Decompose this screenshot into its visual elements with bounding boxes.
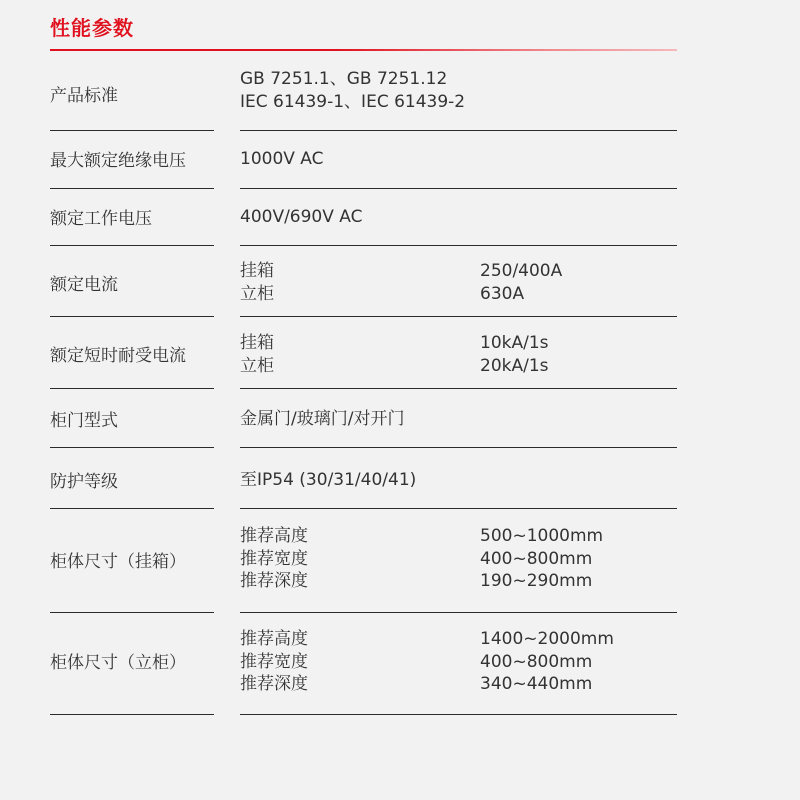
spec-value: 400V/690V AC xyxy=(240,207,363,227)
spec-subvalue: 500~1000mm xyxy=(480,526,604,546)
spec-label: 柜体尺寸（立柜） xyxy=(50,653,186,673)
spec-subvalues xyxy=(480,525,603,593)
spec-value: 1000V AC xyxy=(240,149,324,169)
row-divider-left xyxy=(50,130,214,131)
row-divider-left xyxy=(50,388,214,389)
spec-subvalues xyxy=(480,260,562,305)
spec-value: 推荐高度 xyxy=(240,526,308,546)
row-divider-right xyxy=(240,447,677,448)
spec-values xyxy=(240,525,308,593)
spec-values xyxy=(240,469,416,492)
spec-label: 产品标准 xyxy=(50,86,118,106)
spec-value: 推荐宽度 xyxy=(240,651,308,672)
spec-value: 至IP54 (30/31/40/41) xyxy=(240,470,417,490)
spec-subvalues xyxy=(480,332,549,377)
spec-values xyxy=(240,408,404,431)
spec-label: 防护等级 xyxy=(50,472,118,492)
spec-values xyxy=(240,68,465,113)
row-divider-left xyxy=(50,508,214,509)
row-divider-right xyxy=(240,130,677,131)
row-divider-left xyxy=(50,316,214,317)
spec-value: 立柜 xyxy=(240,283,274,304)
spec-label: 额定短时耐受电流 xyxy=(50,346,186,366)
spec-value: 推荐高度 xyxy=(240,629,308,649)
spec-value: 推荐宽度 xyxy=(240,548,308,569)
spec-label: 额定工作电压 xyxy=(50,209,152,229)
row-divider-left xyxy=(50,188,214,189)
spec-values xyxy=(240,260,274,305)
spec-subvalue: 630A xyxy=(480,283,525,304)
row-divider-left xyxy=(50,714,214,715)
row-divider-right xyxy=(240,612,677,613)
spec-values xyxy=(240,206,363,229)
section-title: 性能参数 xyxy=(50,16,134,40)
spec-value: 立柜 xyxy=(240,355,274,376)
row-divider-right xyxy=(240,245,677,246)
row-divider-left xyxy=(50,612,214,613)
spec-values xyxy=(240,628,308,696)
row-divider-right xyxy=(240,508,677,509)
spec-subvalue: 190~290mm xyxy=(480,571,593,591)
spec-subvalue: 1400~2000mm xyxy=(480,629,614,649)
row-divider-right xyxy=(240,316,677,317)
spec-subvalue: 20kA/1s xyxy=(480,355,549,376)
spec-value: 推荐深度 xyxy=(240,571,308,591)
spec-values xyxy=(240,332,274,377)
spec-subvalue: 400~800mm xyxy=(480,548,593,569)
spec-label: 柜门型式 xyxy=(50,411,118,431)
row-divider-right xyxy=(240,188,677,189)
row-divider-right xyxy=(240,714,677,715)
spec-value: IEC 61439-1、IEC 61439-2 xyxy=(240,91,466,112)
spec-values xyxy=(240,148,324,171)
row-divider-left xyxy=(50,447,214,448)
row-divider-right xyxy=(240,388,677,389)
row-divider-left xyxy=(50,245,214,246)
title-divider xyxy=(50,49,677,51)
spec-value: 挂箱 xyxy=(240,261,274,281)
spec-value: 金属门/玻璃门/对开门 xyxy=(240,409,405,429)
spec-value: GB 7251.1、GB 7251.12 xyxy=(240,69,448,89)
spec-label: 额定电流 xyxy=(50,275,118,295)
spec-subvalue: 340~440mm xyxy=(480,674,593,694)
spec-label: 最大额定绝缘电压 xyxy=(50,151,186,171)
spec-subvalue: 250/400A xyxy=(480,261,563,281)
spec-subvalues xyxy=(480,628,614,696)
spec-label: 柜体尺寸（挂箱） xyxy=(50,552,186,572)
spec-value: 推荐深度 xyxy=(240,674,308,694)
spec-value: 挂箱 xyxy=(240,333,274,353)
spec-subvalue: 400~800mm xyxy=(480,651,593,672)
spec-subvalue: 10kA/1s xyxy=(480,333,549,353)
